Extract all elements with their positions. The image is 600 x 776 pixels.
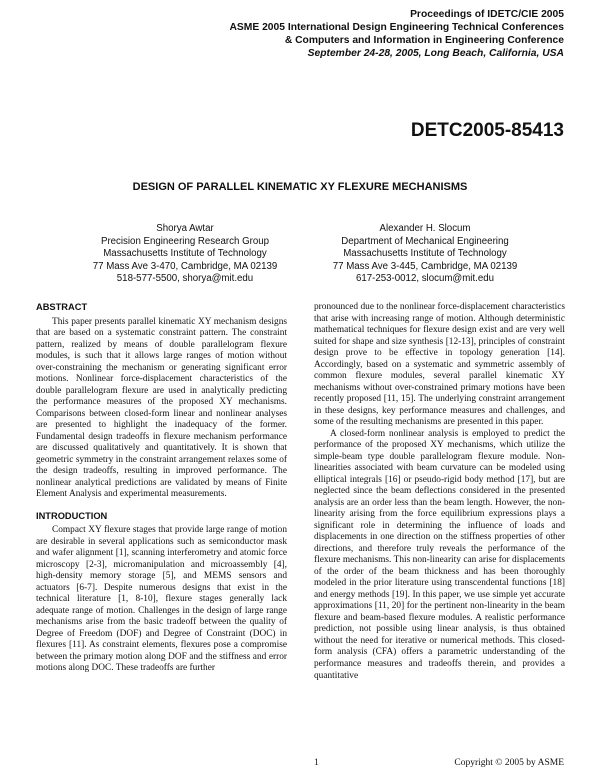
paper-title: DESIGN OF PARALLEL KINEMATIC XY FLEXURE MECHANISMS <box>132 181 468 193</box>
body-paragraph: pronounced due to the nonlinear force-displacement characteristics that arise with increasing range of motion. Although deterministic mathematical techniques for flexure design exist and are very well suited for shape and size synthesis [12-13], principles of constraint design prove to be effective in topology generation [14]. Accordingly, based on a systematic and symmetric assembly of common flexure modules, several parallel kinematic XY mechanisms without over-constrained primary motions have been recently proposed [11, 15]. The underlying constraint arrangement in these designs, key performance measures and challenges, and some of the resulting mechanisms are presented in this paper. <box>314 302 565 428</box>
body-paragraph: A closed-form nonlinear analysis is employed to predict the performance of the proposed XY mechanisms, which utilize the simple-beam type double parallelogram flexure module. Non-linearities associated with beam curvature can be modeled using elliptical integrals [16] or pseudo-rigid body method [17], but are neglected since the beam deflections considered in the presented analysis are an order less than the beam length. However, the non-linearity arising from the force equilibrium expressions plays a significant role in determining the influence of loads and displacements in one direction on the stiffness properties of other directions, and therefore truly reveals the performance of the flexure mechanisms. This non-linearity can arise for displacements of the order of the beam thickness and has been thoroughly modeled in the prior literature using transcendental functions [18] and energy methods [19]. In this paper, we use simple yet accurate approximations [11, 20] for the pertinent non-linearity in the beam flexure and beam-based flexure modules. A realistic performance prediction, not possible using linear analysis, is thus obtained without the need for iterative or numerical methods. This closed-form analysis (CFA) offers a parametric understanding of the performance measures and tradeoffs therein, and provides a quantitative <box>314 428 565 681</box>
introduction-heading: INTRODUCTION <box>36 510 108 521</box>
author-name: Alexander H. Slocum <box>379 223 471 234</box>
abstract-heading: ABSTRACT <box>36 302 88 312</box>
right-column <box>314 302 565 682</box>
abstract-text: This paper presents parallel kinematic XY mechanism designs that are based on a systematic constraint pattern. The constraint pattern, realized by means of double parallelogram flexure modules, is such that it allows large ranges of motion without over-constraining the mechanism or generating significant error motions. Nonlinear force-displacement characteristics of the double parallelogram flexure are used in analytically predicting the performance measures of the proposed XY mechanisms. Comparisons between closed-form linear and nonlinear analyses are presented to highlight the inadequacy of the former. Fundamental design tradeoffs in flexure mechanism performance are discussed qualitatively and quantitatively. It is shown that geometric symmetry in the constraint arrangement relaxes some of the design tradeoffs, resulting in improved performance. The nonlinear analytical predictions are validated by means of Finite Element Analysis and experimental measurements. <box>36 316 287 500</box>
paper-id: DETC2005-85413 <box>410 120 564 141</box>
conference-subtitle: & Computers and Information in Engineering Conference <box>284 35 564 46</box>
copyright-notice: Copyright © 2005 by ASME <box>454 758 564 768</box>
author-contact: 518-577-5500, shorya@mit.edu <box>116 273 254 285</box>
conference-name: ASME 2005 International Design Engineering Technical Conferences <box>229 22 564 33</box>
proceedings-title: Proceedings of IDETC/CIE 2005 <box>410 9 564 20</box>
author-address: 77 Mass Ave 3-470, Cambridge, MA 02139 <box>92 260 278 272</box>
author-institution: Massachusetts Institute of Technology <box>103 248 267 260</box>
introduction-paragraph: Compact XY flexure stages that provide large range of motion are desirable in several applications such as semiconductor mask and wafer alignment [1], scanning interferometry and atomic force microscopy [2-3], micromanipulation and microassembly [4], high-density memory storage [5], and MEMS sensors and actuators [6-7]. Despite numerous designs that exist in the technical literature [1, 8-10], flexure stages generally lack adequate range of motion. Challenges in the design of large range mechanisms arise from the basic tradeoff between the quality of Degree of Freedom (DOF) and Degree of Constraint (DOC) in flexures [11]. As constraint elements, flexures pose a compromise between the primary motion along DOF and the stiffness and error motions along DOC. These tradeoffs are further <box>36 525 287 674</box>
author-institution: Massachusetts Institute of Technology <box>343 248 507 260</box>
author-block-1 <box>60 223 310 286</box>
author-address: 77 Mass Ave 3-445, Cambridge, MA 02139 <box>332 260 518 272</box>
proceedings-header <box>229 8 564 60</box>
page-number: 1 <box>314 758 319 768</box>
author-contact: 617-253-0012, slocum@mit.edu <box>356 273 494 285</box>
author-block-2 <box>300 223 550 286</box>
conference-date-location: September 24-28, 2005, Long Beach, California, USA <box>307 48 564 59</box>
author-name: Shorya Awtar <box>156 223 214 234</box>
author-department: Department of Mechanical Engineering <box>341 235 509 247</box>
left-column <box>36 302 287 675</box>
author-department: Precision Engineering Research Group <box>100 235 269 247</box>
